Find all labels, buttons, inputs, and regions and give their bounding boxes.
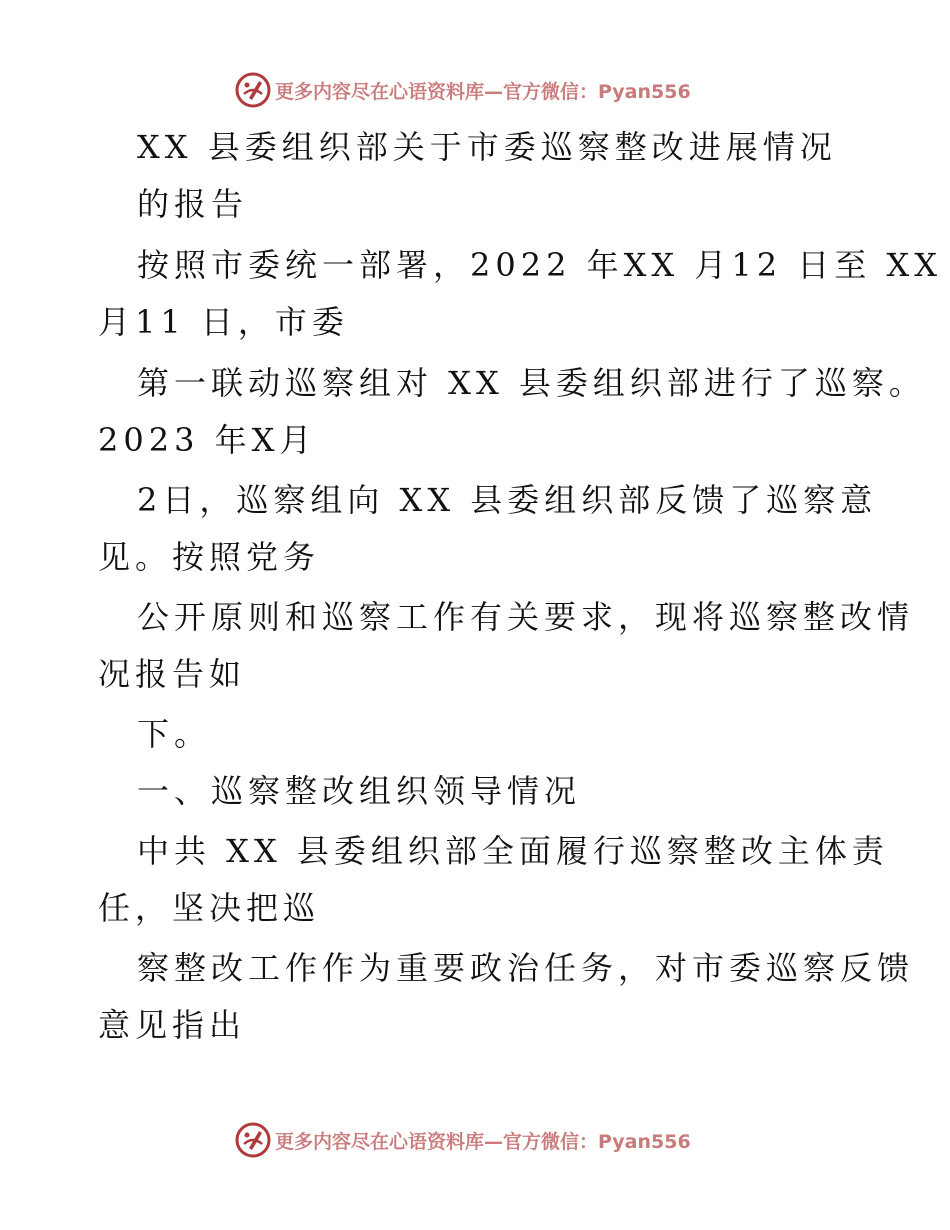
paragraph-line: 察整改工作作为重要政治任务，对市委巡察反馈 bbox=[137, 949, 915, 987]
paragraph-line: 意见指出 bbox=[98, 1006, 247, 1044]
paragraph-line: 第一联动巡察组对 XX 县委组织部进行了巡察。 bbox=[137, 364, 926, 402]
section-heading: 一、巡察整改组织领导情况 bbox=[137, 772, 582, 810]
paragraph-line: 任，坚决把巡 bbox=[98, 889, 321, 927]
paragraph-line: 公开原则和巡察工作有关要求，现将巡察整改情 bbox=[137, 598, 915, 636]
paragraph-line: 见。按照党务 bbox=[98, 538, 321, 576]
paragraph-line: 2023 年X月 bbox=[98, 421, 317, 459]
book-pen-logo-icon bbox=[235, 72, 271, 108]
paragraph-line: 月11 日，市委 bbox=[98, 303, 349, 341]
paragraph-line: 按照市委统一部署，2022 年XX 月12 日至 XX bbox=[137, 246, 942, 284]
header-watermark-text: 更多内容尽在心语资料库—官方微信：Pyan556 bbox=[275, 80, 691, 103]
paragraph-line: 2日，巡察组向 XX 县委组织部反馈了巡察意 bbox=[137, 481, 878, 519]
footer-watermark-text: 更多内容尽在心语资料库—官方微信：Pyan556 bbox=[275, 1130, 691, 1153]
header-watermark bbox=[235, 70, 691, 110]
doc-title-line-2: 的报告 bbox=[137, 185, 249, 223]
footer-watermark bbox=[235, 1120, 691, 1160]
doc-title-line-1: XX 县委组织部关于市委巡察整改进展情况 bbox=[137, 128, 837, 166]
paragraph-line: 中共 XX 县委组织部全面履行巡察整改主体责 bbox=[137, 832, 889, 870]
book-pen-logo-icon bbox=[235, 1122, 271, 1158]
paragraph-line: 下。 bbox=[137, 715, 212, 753]
paragraph-line: 况报告如 bbox=[98, 655, 247, 693]
